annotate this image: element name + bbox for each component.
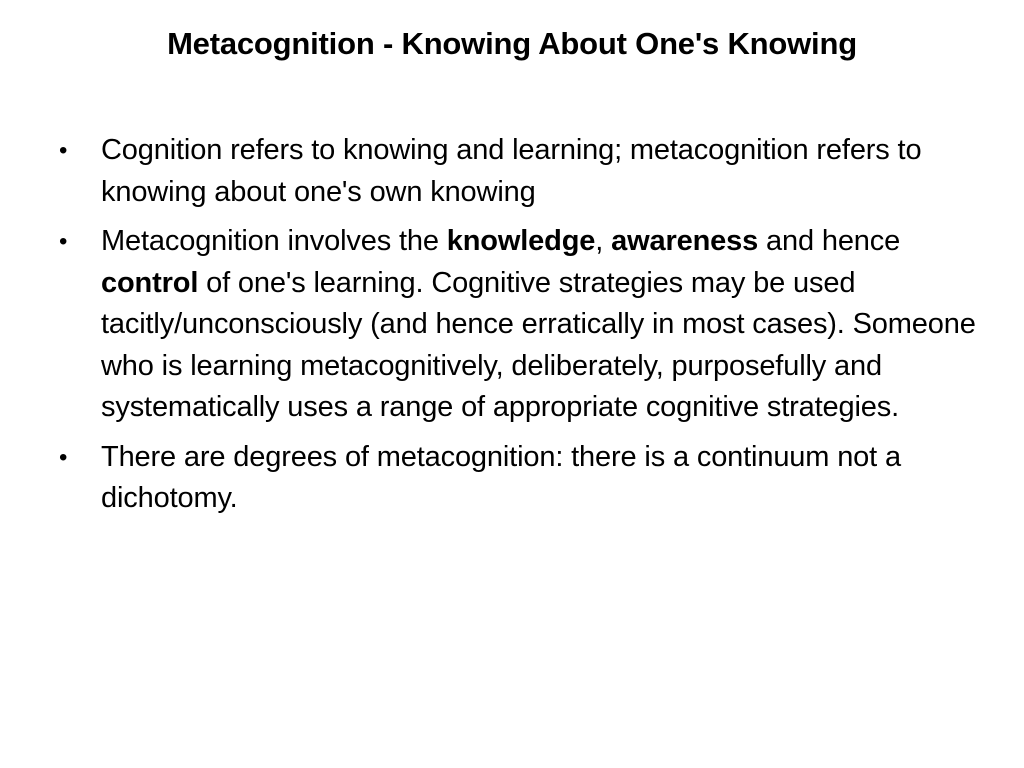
bullet-text (101, 441, 901, 515)
bullet-item (57, 221, 977, 429)
bullet-item (57, 437, 977, 520)
bullet-item (57, 130, 977, 213)
bold-term-awareness: awareness (611, 225, 759, 257)
bullet-text-segment: Metacognition involves the (101, 225, 447, 257)
bullet-text (101, 134, 921, 208)
bullet-list (57, 130, 977, 528)
bullet-text-segment: and hence (758, 225, 901, 257)
bullet-marker: • (59, 228, 68, 255)
slide-title: Metacognition - Knowing About One's Knowing (167, 26, 857, 61)
bullet-text-segment: There are degrees of metacognition: there is a continuum not a dichotomy. (101, 440, 901, 514)
bold-term-control: control (101, 266, 199, 299)
bullet-marker: • (59, 443, 68, 471)
bullet-text (101, 225, 976, 423)
bullet-text-segment: of one's learning. Cognitive strategies may be used tacitly/unconsciously (and hence erratically in most cases). Someone who is learning metacognitively, deliberately, purposefully and systematically uses a range of appropriate cognitive strategies. (101, 266, 976, 423)
bold-term-knowledge: knowledge (446, 225, 596, 257)
bullet-text-segment: , (595, 225, 612, 257)
bullet-marker: • (59, 137, 68, 164)
bullet-text-segment: Cognition refers to knowing and learning; metacognition refers to knowing about one's own knowing (101, 134, 922, 208)
